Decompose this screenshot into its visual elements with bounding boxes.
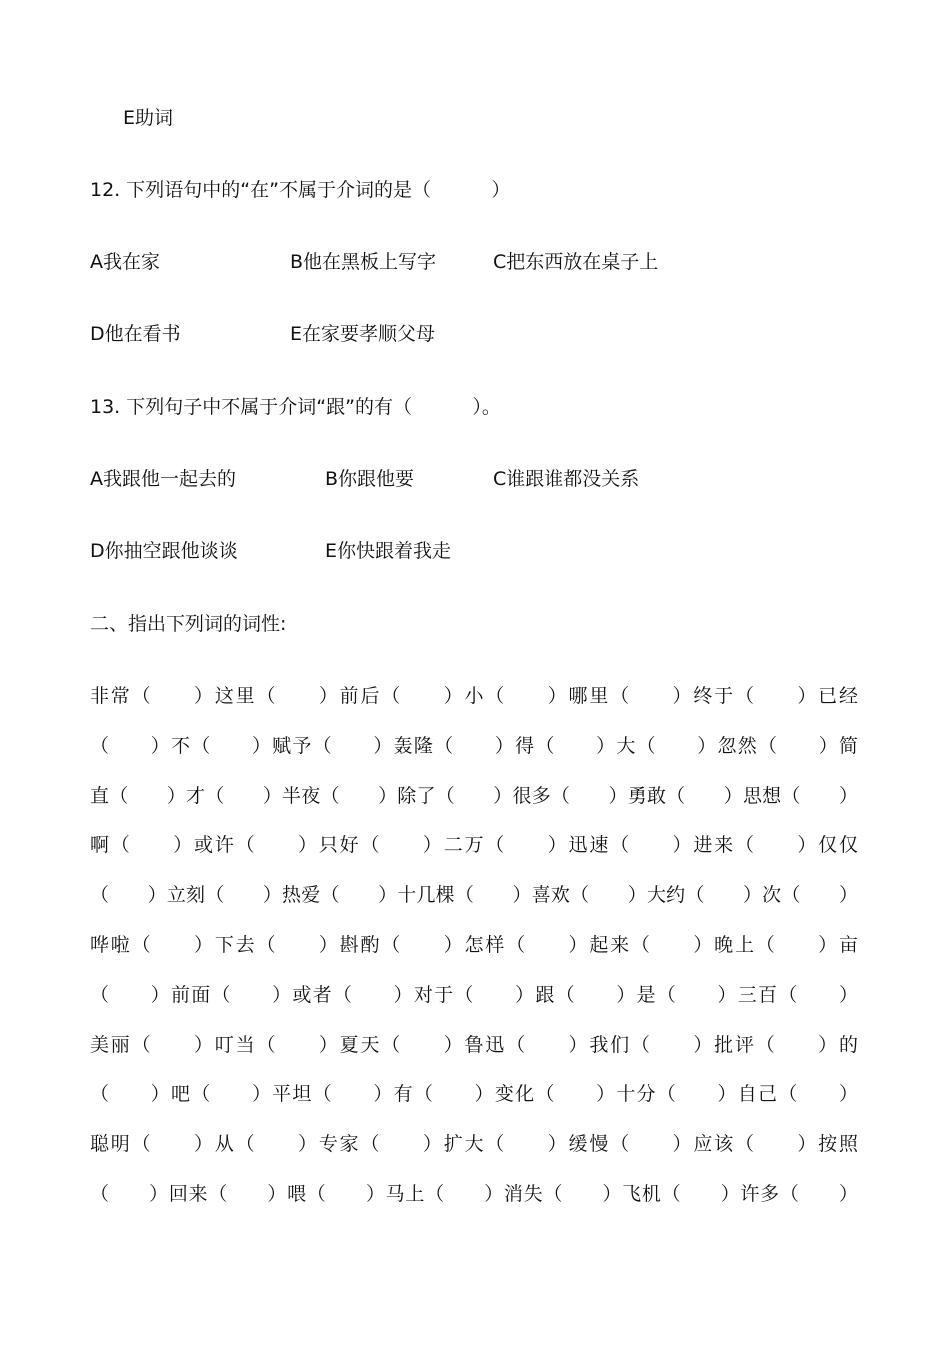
q12-option-d: D他在看书 <box>90 323 181 345</box>
word-row: （ ）吧（ ）平坦（ ）有（ ）变化（ ）十分（ ）自己（ ） <box>90 1083 858 1105</box>
word-row: （ ）前面（ ）或者（ ）对于（ ）跟（ ）是（ ）三百（ ） <box>90 984 858 1006</box>
word-row: 哗啦（ ）下去（ ）斟酌（ ）怎样（ ）起来（ ）晚上（ ）亩 <box>90 934 858 956</box>
q13-option-a: A我跟他一起去的 <box>90 468 236 490</box>
q13-option-c: C谁跟谁都没关系 <box>493 468 640 490</box>
q13-option-d: D你抽空跟他谈谈 <box>90 540 238 562</box>
word-row: 美丽（ ）叮当（ ）夏天（ ）鲁迅（ ）我们（ ）批评（ ）的 <box>90 1034 858 1056</box>
section2-heading: 二、指出下列词的词性: <box>90 613 287 635</box>
q13-option-b: B你跟他要 <box>325 468 415 490</box>
word-row: （ ）立刻（ ）热爱（ ）十几棵（ ）喜欢（ ）大约（ ）次（ ） <box>90 884 858 906</box>
q13-option-e: E你快跟着我走 <box>325 540 452 562</box>
q12-option-a: A我在家 <box>90 251 160 273</box>
q12-option-e: E在家要孝顺父母 <box>290 323 436 345</box>
word-row: 非常（ ）这里（ ）前后（ ）小（ ）哪里（ ）终于（ ）已经 <box>90 685 858 707</box>
word-row: （ ）不（ ）赋予（ ）轰隆（ ）得（ ）大（ ）忽然（ ）简 <box>90 735 858 757</box>
q12-option-c: C把东西放在桌子上 <box>493 251 659 273</box>
q12-option-b: B他在黑板上写字 <box>290 251 437 273</box>
q11-option-e: E助词 <box>123 107 174 129</box>
q12-stem: 12. 下列语句中的“在”不属于介词的是（ ） <box>90 179 511 201</box>
word-row: （ ）回来（ ）喂（ ）马上（ ）消失（ ）飞机（ ）许多（ ） <box>90 1183 858 1205</box>
word-row: 啊（ ）或许（ ）只好（ ）二万（ ）迅速（ ）进来（ ）仅仅 <box>90 834 858 856</box>
word-row: 聪明（ ）从（ ）专家（ ）扩大（ ）缓慢（ ）应该（ ）按照 <box>90 1133 858 1155</box>
q13-stem: 13. 下列句子中不属于介词“跟”的有（ ）。 <box>90 396 501 418</box>
word-row: 直（ ）才（ ）半夜（ ）除了（ ）很多（ ）勇敢（ ）思想（ ） <box>90 785 858 807</box>
